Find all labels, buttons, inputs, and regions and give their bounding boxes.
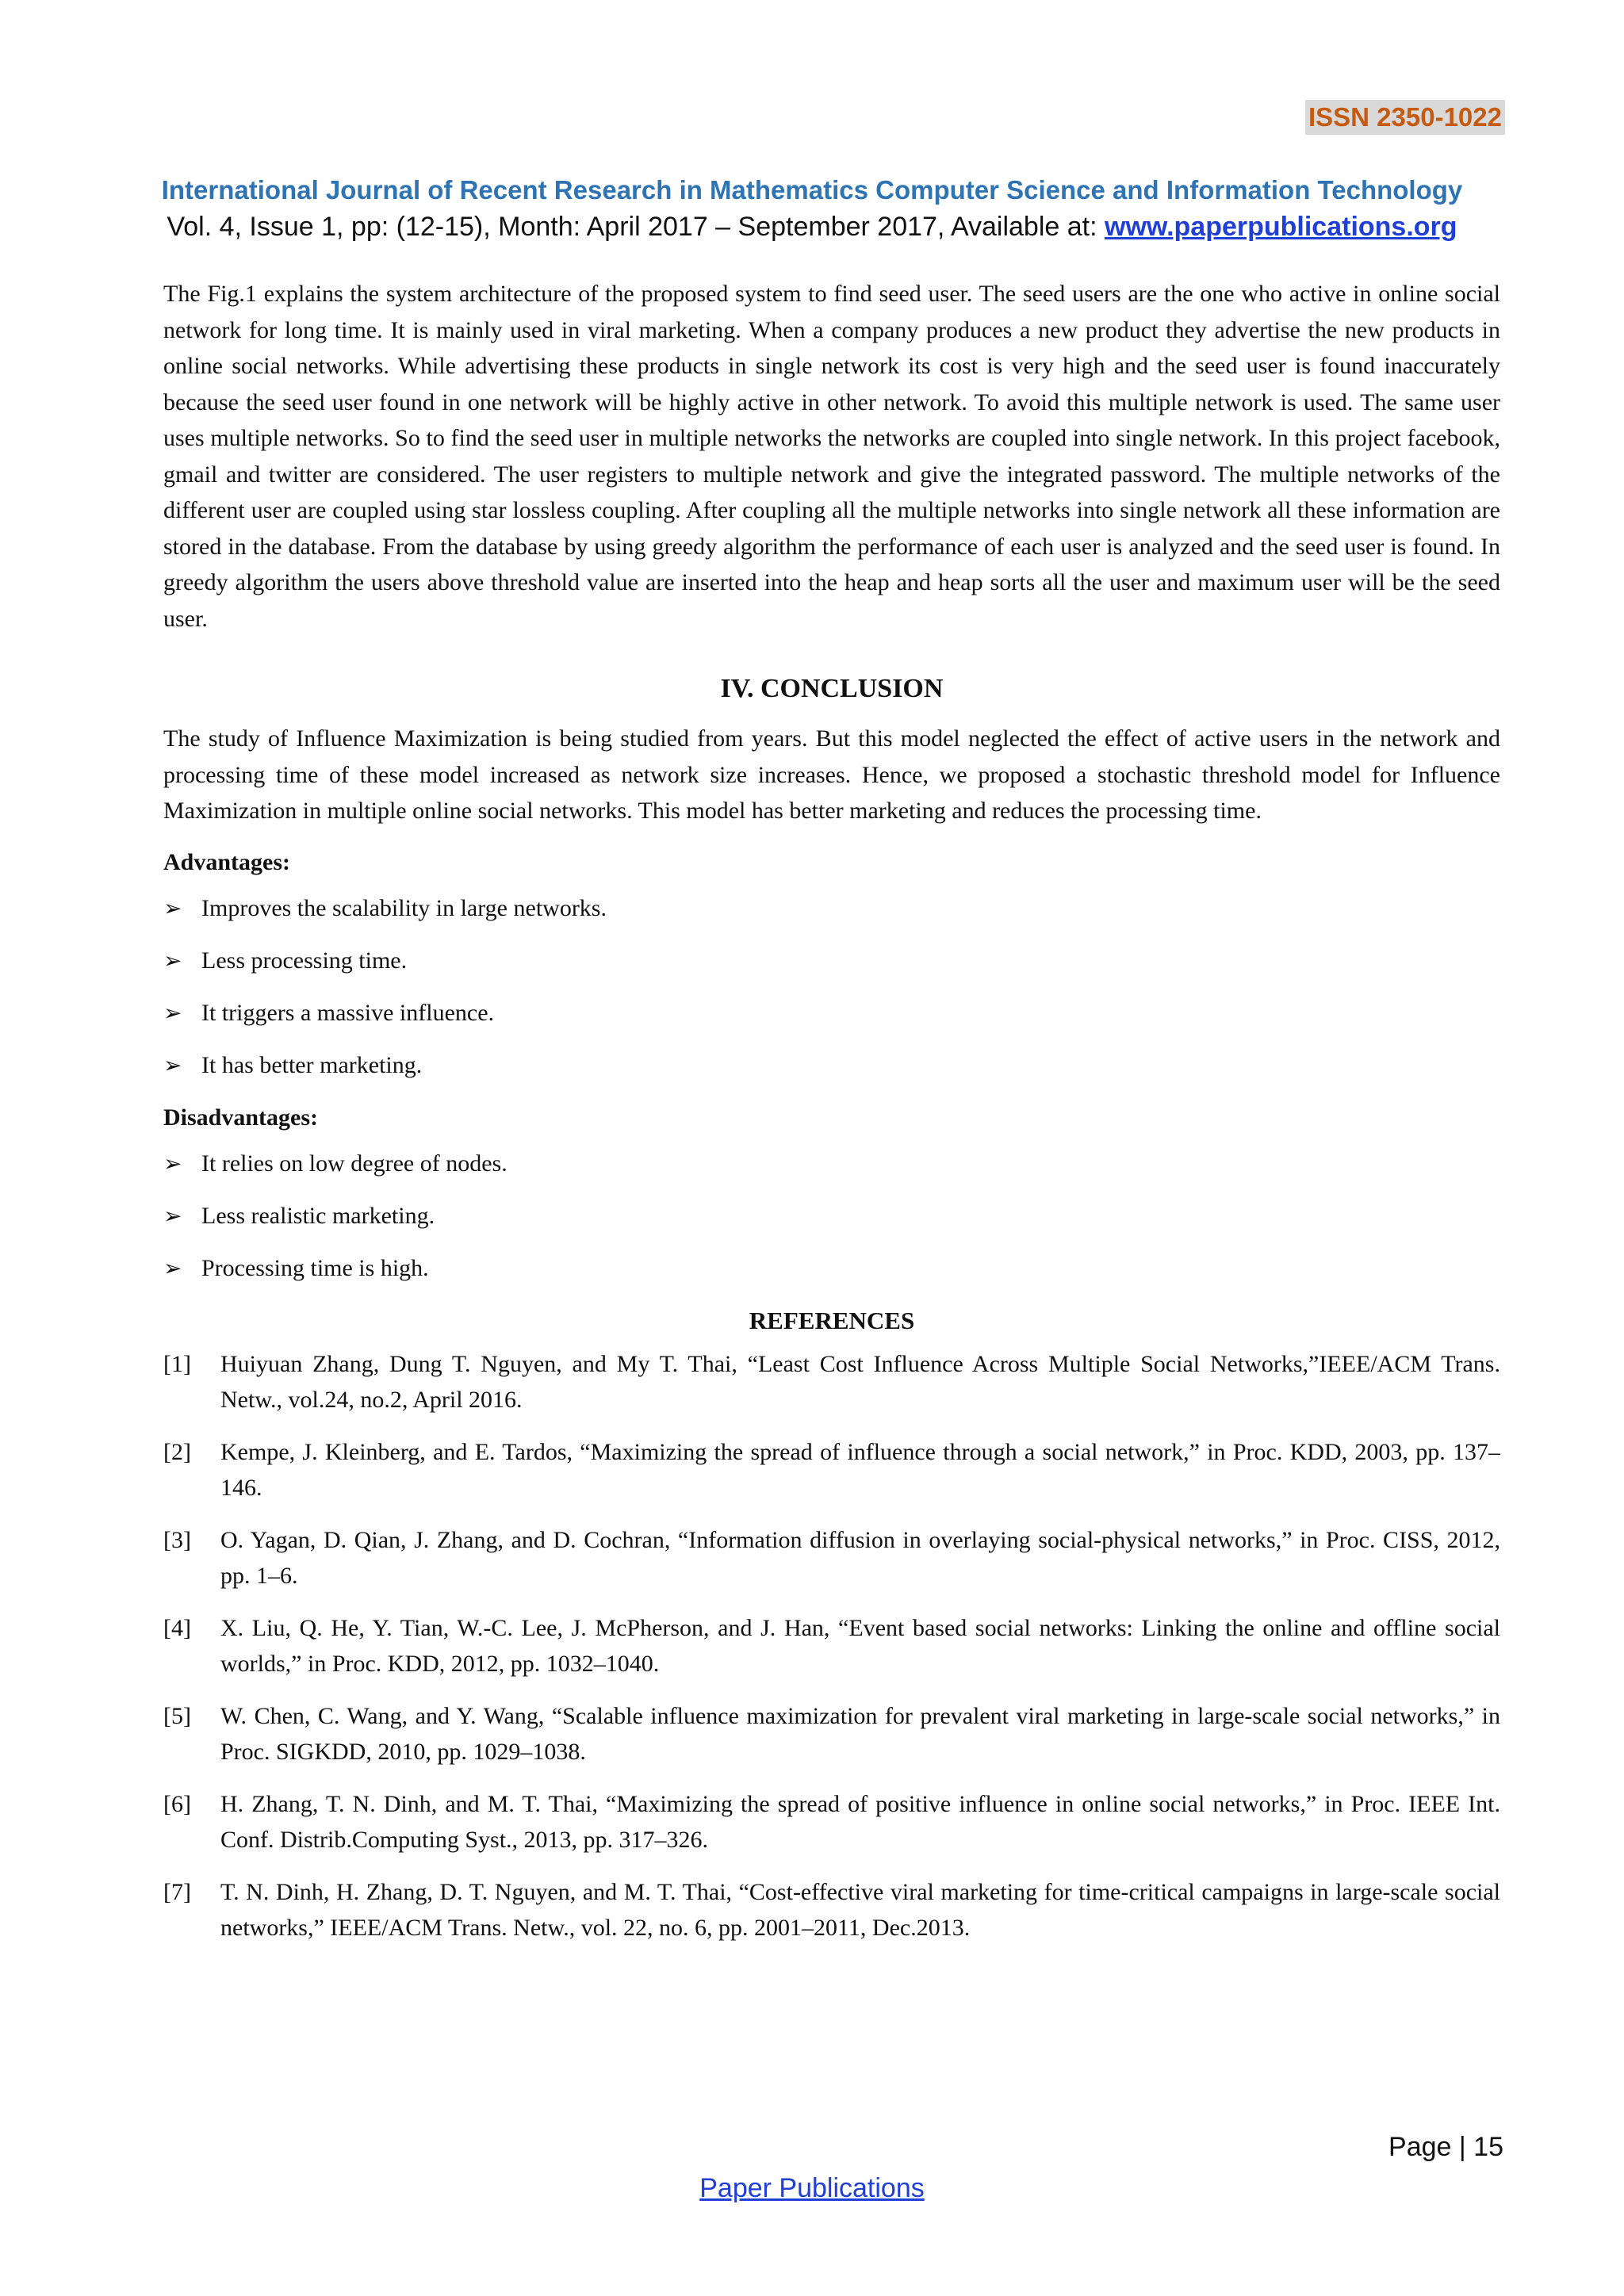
journal-issue-info: Vol. 4, Issue 1, pp: (12-15), Month: April 2017 – September 2017, Available at: [167, 212, 1105, 242]
reference-number: [1] [163, 1350, 191, 1377]
arrowhead-bullet-icon: ➢ [163, 1150, 182, 1177]
reference-item [163, 1434, 1500, 1506]
reference-number: [6] [163, 1790, 191, 1817]
page-number: Page | 15 [1388, 2132, 1503, 2162]
list-item-text: Less realistic marketing. [201, 1202, 435, 1229]
advantages-list [163, 891, 1500, 1083]
reference-number: [5] [163, 1702, 191, 1729]
arrowhead-bullet-icon: ➢ [163, 999, 182, 1026]
reference-item [163, 1698, 1500, 1770]
list-item [163, 996, 1500, 1031]
arrowhead-bullet-icon: ➢ [163, 1051, 182, 1078]
arrowhead-bullet-icon: ➢ [163, 1202, 182, 1229]
body-paragraph: The Fig.1 explains the system architecture of the proposed system to find seed user. The seed users are the one who active in online social network for long time. It is mainly used in viral marketing. When a company produces a new product they advertise the new products in online social networks. While advertising these products in single network its cost is very high and the seed user is found inaccurately because the seed user found in one network will be highly active in other network. To avoid this multiple network is used. The same user uses multiple networks. So to find the seed user in multiple networks the networks are coupled into single network. In this project facebook, gmail and twitter are considered. The user registers to multiple network and give the integrated password. The multiple networks of the different user are coupled using star lossless coupling. After coupling all the multiple networks into single network all these information are stored in the database. From the database by using greedy algorithm the performance of each user is analyzed and the seed user is found. In greedy algorithm the users above threshold value are inserted into the heap and heap sorts all the user and maximum user will be the seed user. [163, 281, 1500, 632]
reference-item [163, 1522, 1500, 1594]
list-item-text: Improves the scalability in large networks. [201, 894, 607, 921]
reference-text: X. Liu, Q. He, Y. Tian, W.-C. Lee, J. McPherson, and J. Han, “Event based social networks: Linking the online and offline social worlds,” in Proc. KDD, 2012, pp. 1032–1040. [220, 1614, 1500, 1677]
reference-item [163, 1346, 1500, 1418]
list-item [163, 891, 1500, 926]
references-list [163, 1346, 1500, 1946]
reference-item [163, 1786, 1500, 1858]
main-content [163, 276, 1500, 1962]
publisher-link[interactable]: Paper Publications [699, 2173, 925, 2203]
disadvantages-heading: Disadvantages: [163, 1104, 319, 1131]
list-item [163, 1048, 1500, 1083]
journal-title: International Journal of Recent Research in Mathematics Computer Science and Information Technology [161, 175, 1463, 205]
reference-text: W. Chen, C. Wang, and Y. Wang, “Scalable influence maximization for prevalent viral marketing in large-scale social networks,” in Proc. SIGKDD, 2010, pp. 1029–1038. [220, 1702, 1500, 1765]
arrowhead-bullet-icon: ➢ [163, 947, 182, 974]
arrowhead-bullet-icon: ➢ [163, 1254, 182, 1281]
list-item-text: Processing time is high. [201, 1254, 429, 1281]
list-item [163, 943, 1500, 978]
references-heading: REFERENCES [749, 1306, 915, 1334]
journal-info [0, 209, 1624, 244]
list-item-text: It relies on low degree of nodes. [201, 1150, 508, 1177]
reference-text: O. Yagan, D. Qian, J. Zhang, and D. Cochran, “Information diffusion in overlaying social-physical networks,” in Proc. CISS, 2012, pp. 1–6. [220, 1526, 1500, 1589]
reference-item [163, 1610, 1500, 1682]
conclusion-paragraph: The study of Influence Maximization is being studied from years. But this model neglected the effect of active users in the network and processing time of these model increased as network size increases. Hence, we proposed a stochastic threshold model for Influence Maximization in multiple online social networks. This model has better marketing and reduces the processing time. [163, 725, 1500, 824]
reference-text: Kempe, J. Kleinberg, and E. Tardos, “Maximizing the spread of influence through a social network,” in Proc. KDD, 2003, pp. 137–146. [220, 1438, 1500, 1501]
reference-number: [3] [163, 1526, 191, 1553]
reference-number: [4] [163, 1614, 191, 1641]
list-item [163, 1146, 1500, 1181]
list-item [163, 1251, 1500, 1286]
list-item-text: It has better marketing. [201, 1051, 423, 1078]
reference-item [163, 1874, 1500, 1946]
list-item-text: It triggers a massive influence. [201, 999, 495, 1026]
reference-text: Huiyuan Zhang, Dung T. Nguyen, and My T. Thai, “Least Cost Influence Across Multiple Social Networks,”IEEE/ACM Trans. Netw., vol.24, no.2, April 2016. [220, 1350, 1500, 1413]
list-item [163, 1199, 1500, 1234]
conclusion-heading: IV. CONCLUSION [720, 674, 944, 703]
journal-website-link[interactable]: www.paperpublications.org [1105, 212, 1457, 242]
arrowhead-bullet-icon: ➢ [163, 894, 182, 921]
disadvantages-list [163, 1146, 1500, 1286]
reference-text: T. N. Dinh, H. Zhang, D. T. Nguyen, and M. T. Thai, “Cost-effective viral marketing for time-critical campaigns in large-scale social networks,” IEEE/ACM Trans. Netw., vol. 22, no. 6, pp. 2001–2011, Dec.2013. [220, 1878, 1500, 1941]
list-item-text: Less processing time. [201, 947, 408, 974]
reference-number: [7] [163, 1878, 191, 1905]
reference-text: H. Zhang, T. N. Dinh, and M. T. Thai, “Maximizing the spread of positive influence in online social networks,” in Proc. IEEE Int. Conf. Distrib.Computing Syst., 2013, pp. 317–326. [220, 1790, 1500, 1853]
advantages-heading: Advantages: [163, 848, 291, 875]
issn-label: ISSN 2350-1022 [1305, 100, 1505, 135]
reference-number: [2] [163, 1438, 191, 1465]
